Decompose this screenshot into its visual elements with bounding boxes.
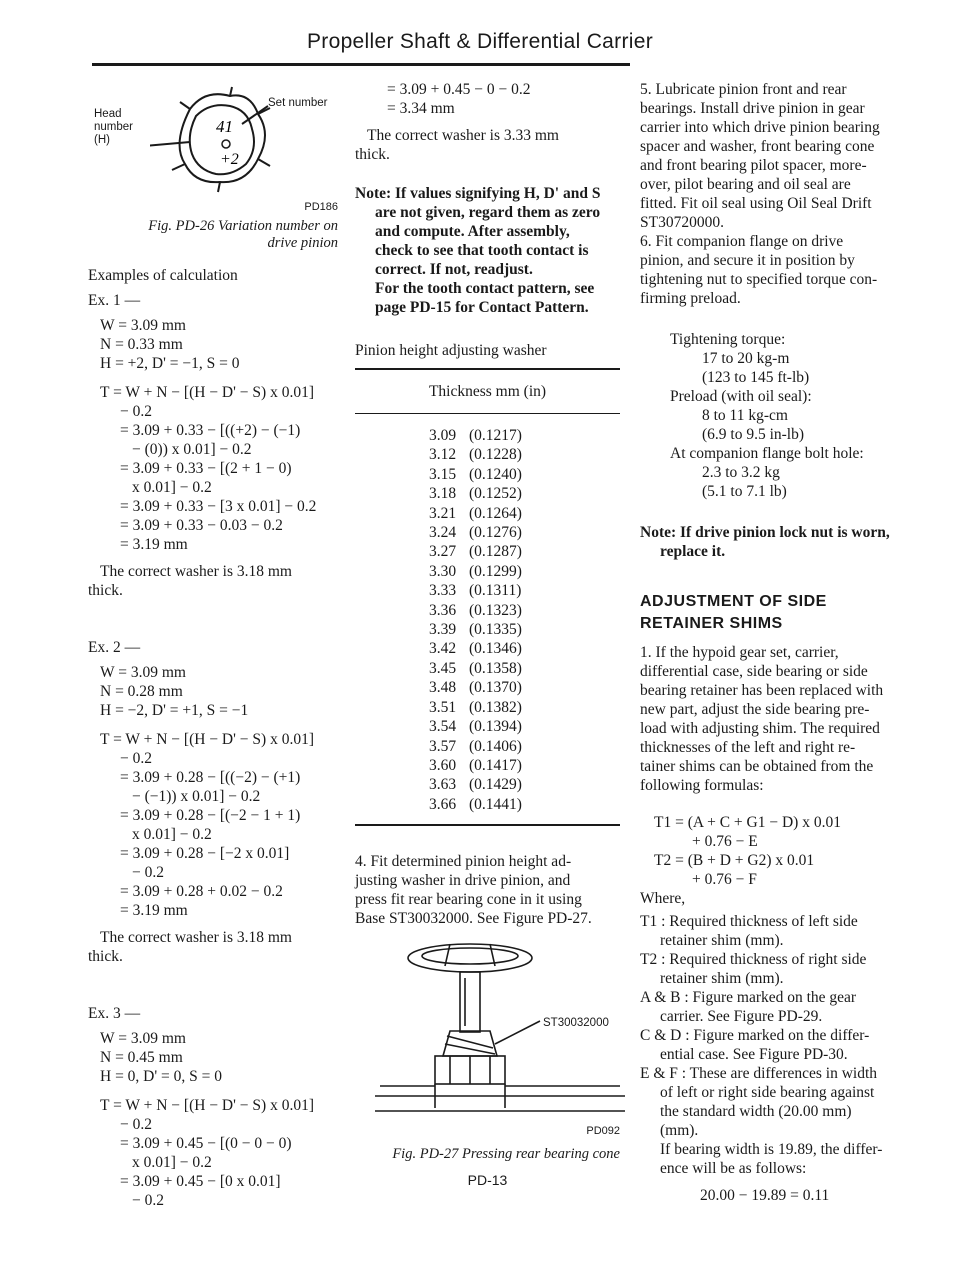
value-w: W = 3.09 mm: [100, 664, 186, 681]
def-line: carrier. See Figure PD-29.: [660, 1008, 823, 1025]
step-line: tainer shims can be obtained from the: [640, 758, 874, 775]
page-number: PD-13: [467, 1172, 508, 1189]
table-row: [355, 581, 620, 600]
caption-line: drive pinion: [267, 235, 338, 251]
value-h: H = −2, D' = +1, S = −1: [100, 702, 249, 719]
note-line: replace it.: [660, 543, 726, 560]
calc-line: = 3.09 + 0.33 − [3 x 0.01] − 0.2: [120, 498, 317, 515]
example-1-calc: [88, 383, 338, 554]
calc-line: T = W + N − [(H − D' − S) x 0.01]: [100, 731, 314, 748]
thickness-in: (0.1228): [469, 446, 522, 464]
calc-line: = 3.09 + 0.28 − [(−2 − 1 + 1): [120, 807, 301, 824]
section-heading: [640, 591, 925, 635]
example-3-title: Ex. 3 —: [88, 1005, 141, 1022]
example-3-result: The correct washer is 3.33 mm: [367, 127, 559, 144]
calc-line: = 3.09 + 0.33 − [((+2) − (−1): [120, 422, 301, 439]
step-line: thicknesses of the left and right re-: [640, 739, 856, 756]
thickness-mm: 3.39: [429, 621, 457, 639]
def-line: retainer shim (mm).: [660, 970, 784, 987]
def-line: the standard width (20.00 mm): [660, 1103, 852, 1120]
step-line: press fit rear bearing cone in it using: [355, 891, 582, 909]
spec-value: (123 to 145 ft-lb): [702, 369, 810, 386]
calc-line: − (0)) x 0.01] − 0.2: [132, 441, 252, 458]
table-header: Thickness mm (in): [428, 383, 547, 400]
figure-pd27: [355, 936, 620, 1146]
step-line: load with adjusting shim. The required: [640, 720, 880, 737]
calc-line: = 3.09 + 0.45 − [(0 − 0 − 0): [120, 1135, 292, 1152]
marking-41: 41: [216, 117, 233, 136]
note-line: Note: If drive pinion lock nut is worn,: [640, 524, 890, 541]
table-row: [355, 775, 620, 794]
column-middle: [355, 80, 620, 1190]
spec-title: Preload (with oil seal):: [670, 388, 812, 405]
table-row: [355, 698, 620, 717]
thickness-mm: 3.30: [429, 562, 457, 580]
thickness-mm: 3.27: [429, 543, 457, 561]
step-6: [640, 232, 925, 308]
step-line: following formulas:: [640, 777, 764, 794]
step-line: bearings. Install drive pinion in gear: [640, 100, 865, 117]
def-line: 20.00 − 19.89 = 0.11: [700, 1187, 830, 1204]
example-3-values: [88, 1029, 338, 1086]
thickness-in: (0.1264): [469, 504, 522, 522]
table-row: [355, 465, 620, 484]
table-row: [355, 717, 620, 736]
table-top-rule: [355, 368, 620, 370]
step-line: spacer and washer, front bearing cone: [640, 138, 875, 155]
marking-plus2: +2: [220, 151, 239, 168]
calc-line: = 3.19 mm: [120, 536, 188, 553]
table-row: [355, 756, 620, 775]
step-1: [640, 643, 925, 795]
thickness-in: (0.1346): [469, 640, 522, 658]
def-line: If bearing width is 19.89, the differ-: [660, 1141, 883, 1158]
figure-pd26: [88, 80, 338, 251]
step-line: 6. Fit companion flange on drive: [640, 233, 844, 250]
calc-line: = 3.19 mm: [120, 902, 188, 919]
example-1-values: [88, 316, 338, 373]
spec-title: At companion flange bolt hole:: [670, 445, 864, 462]
example-3-calc-cont: [355, 80, 620, 118]
calc-line: x 0.01] − 0.2: [132, 826, 212, 843]
column-right: [640, 80, 925, 1205]
figure-caption: Fig. PD-27 Pressing rear bearing cone: [392, 1146, 620, 1163]
formula-line: + 0.76 − E: [692, 833, 758, 850]
header-rule: [92, 63, 630, 66]
note-line: For the tooth contact pattern, see: [375, 280, 595, 297]
press-tool-drawing: [375, 936, 625, 1136]
step-line: ST30720000.: [640, 214, 724, 231]
where-label: Where,: [640, 890, 686, 907]
calc-line: = 3.09 + 0.33 − 0.03 − 0.2: [120, 517, 283, 534]
step-line: bearing retainer has been replaced with: [640, 682, 884, 699]
table-row: [355, 639, 620, 658]
def-line: ential case. See Figure PD-30.: [660, 1046, 848, 1063]
note-lock-nut: [640, 523, 925, 561]
drive-pinion-head-drawing: [150, 84, 290, 194]
table-title: Pinion height adjusting washer: [355, 342, 547, 359]
table-row: [355, 737, 620, 756]
step-line: new part, adjust the side bearing pre-: [640, 701, 870, 718]
note-line: page PD-15 for Contact Pattern.: [375, 299, 589, 316]
step-line: fitted. Fit oil seal using Oil Seal Drift: [640, 195, 872, 212]
step-5: [640, 80, 925, 232]
example-2-title: Ex. 2 —: [88, 639, 141, 656]
figure-code: PD092: [586, 1125, 620, 1138]
thickness-in: (0.1323): [469, 601, 522, 619]
table-row: [355, 484, 620, 503]
torque-specs: [640, 330, 925, 501]
calc-line: − 0.2: [120, 1116, 152, 1133]
value-n: N = 0.45 mm: [100, 1049, 183, 1066]
table-row: [355, 601, 620, 620]
thickness-mm: 3.45: [429, 659, 457, 677]
thickness-mm: 3.54: [429, 718, 457, 736]
calc-line: − 0.2: [132, 1192, 164, 1209]
thickness-mm: 3.57: [429, 737, 457, 755]
table-row: [355, 542, 620, 561]
value-n: N = 0.33 mm: [100, 336, 183, 353]
table-row: [355, 504, 620, 523]
heading-line: RETAINER SHIMS: [640, 615, 783, 632]
calc-line: − 0.2: [120, 403, 152, 420]
note-line: and compute. After assembly,: [375, 223, 570, 240]
thickness-in: (0.1299): [469, 562, 522, 580]
thickness-in: (0.1370): [469, 679, 522, 697]
spec-value: (5.1 to 7.1 lb): [702, 483, 787, 500]
formula-line: + 0.76 − F: [692, 871, 757, 888]
calc-line: = 3.09 + 0.33 − [(2 + 1 − 0): [120, 460, 292, 477]
tool-label: ST30032000: [543, 1017, 609, 1030]
value-w: W = 3.09 mm: [100, 317, 186, 334]
example-2-calc: [88, 730, 338, 920]
step-line: justing washer in drive pinion, and: [355, 872, 571, 890]
example-1-title: Ex. 1 —: [88, 292, 141, 309]
thickness-in: (0.1429): [469, 776, 522, 794]
step-line: 4. Fit determined pinion height ad-: [355, 853, 572, 871]
note-line: correct. If not, readjust.: [375, 261, 533, 278]
caption-line: Fig. PD-26 Variation number on: [148, 218, 338, 234]
def-line: E & F : These are differences in width: [640, 1065, 878, 1082]
table-row: [355, 659, 620, 678]
def-line: retainer shim (mm).: [660, 932, 784, 949]
washer-table: [355, 426, 620, 814]
value-h: H = +2, D' = −1, S = 0: [100, 355, 240, 372]
thickness-mm: 3.51: [429, 698, 457, 716]
table-row: [355, 426, 620, 445]
thickness-mm: 3.15: [429, 465, 457, 483]
step-line: Base ST30032000. See Figure PD-27.: [355, 910, 592, 928]
thickness-in: (0.1406): [469, 737, 522, 755]
table-row: [355, 562, 620, 581]
thickness-mm: 3.24: [429, 524, 457, 542]
step-line: carrier into which drive pinion bearing: [640, 119, 880, 136]
thickness-in: (0.1240): [469, 465, 522, 483]
thickness-in: (0.1287): [469, 543, 522, 561]
table-row: [355, 795, 620, 814]
spec-value: 8 to 11 kg-cm: [702, 407, 788, 424]
examples-title: Examples of calculation: [88, 267, 238, 284]
spec-title: Tightening torque:: [670, 331, 786, 348]
step-line: pinion, and secure it in position by: [640, 252, 855, 269]
thickness-in: (0.1252): [469, 485, 522, 503]
note-values: [355, 184, 620, 317]
step-line: 1. If the hypoid gear set, carrier,: [640, 644, 839, 661]
def-line: A & B : Figure marked on the gear: [640, 989, 857, 1006]
formulas: [640, 813, 925, 889]
example-2-result: The correct washer is 3.18 mm: [100, 929, 292, 946]
def-line: of left or right side bearing against: [660, 1084, 875, 1101]
thickness-mm: 3.48: [429, 679, 457, 697]
step-line: over, pilot bearing and oil seal are: [640, 176, 851, 193]
heading-line: ADJUSTMENT OF SIDE: [640, 593, 827, 610]
thickness-mm: 3.33: [429, 582, 457, 600]
table-header-rule: [355, 413, 620, 414]
spec-value: 2.3 to 3.2 kg: [702, 464, 780, 481]
thickness-in: (0.1358): [469, 659, 522, 677]
example-3-result-cont: thick.: [355, 146, 390, 163]
calc-line: = 3.09 + 0.28 + 0.02 − 0.2: [120, 883, 283, 900]
calc-line: T = W + N − [(H − D' − S) x 0.01]: [100, 1097, 314, 1114]
thickness-in: (0.1417): [469, 756, 522, 774]
figure-caption: [88, 218, 338, 252]
head-number-label: [94, 108, 133, 147]
def-line: T1 : Required thickness of left side: [640, 913, 858, 930]
thickness-mm: 3.12: [429, 446, 457, 464]
thickness-in: (0.1311): [469, 582, 522, 600]
label-line: number: [94, 121, 133, 133]
example-1-result: The correct washer is 3.18 mm: [100, 563, 292, 580]
calc-line: x 0.01] − 0.2: [132, 479, 212, 496]
thickness-in: (0.1335): [469, 621, 522, 639]
calc-line: = 3.09 + 0.28 − [−2 x 0.01]: [120, 845, 290, 862]
step-line: differential case, side bearing or side: [640, 663, 868, 680]
table-row: [355, 445, 620, 464]
calc-line: = 3.09 + 0.45 − 0 − 0.2: [387, 81, 531, 98]
example-3-calc: [88, 1096, 338, 1210]
thickness-mm: 3.18: [429, 485, 457, 503]
step-line: tightening nut to specified torque con-: [640, 271, 878, 288]
calc-line: = 3.34 mm: [387, 100, 455, 117]
thickness-in: (0.1394): [469, 718, 522, 736]
spec-value: (6.9 to 9.5 in-lb): [702, 426, 805, 443]
table-row: [355, 678, 620, 697]
def-line: ence will be as follows:: [660, 1160, 807, 1177]
label-line: Head: [94, 108, 122, 120]
thickness-mm: 3.36: [429, 601, 457, 619]
thickness-mm: 3.60: [429, 756, 457, 774]
value-n: N = 0.28 mm: [100, 683, 183, 700]
page-header: Propeller Shaft & Differential Carrier: [307, 30, 653, 53]
calc-line: T = W + N − [(H − D' − S) x 0.01]: [100, 384, 314, 401]
thickness-in: (0.1276): [469, 524, 522, 542]
example-1-result-cont: thick.: [88, 582, 123, 599]
table-row: [355, 620, 620, 639]
definitions: [640, 912, 925, 1205]
thickness-mm: 3.63: [429, 776, 457, 794]
calc-line: = 3.09 + 0.45 − [0 x 0.01]: [120, 1173, 281, 1190]
calc-line: − 0.2: [120, 750, 152, 767]
calc-line: x 0.01] − 0.2: [132, 1154, 212, 1171]
example-2-values: [88, 663, 338, 720]
calc-line: − 0.2: [132, 864, 164, 881]
def-line: T2 : Required thickness of right side: [640, 951, 867, 968]
thickness-mm: 3.09: [429, 427, 457, 444]
calc-line: − (−1)) x 0.01] − 0.2: [132, 788, 261, 805]
step-line: and front bearing pilot spacer, more-: [640, 157, 867, 174]
label-line: (H): [94, 134, 110, 146]
set-number-label: Set number: [268, 97, 328, 109]
thickness-mm: 3.21: [429, 504, 457, 522]
spec-value: 17 to 20 kg-m: [702, 350, 790, 367]
thickness-in: (0.1441): [469, 795, 522, 813]
def-line: C & D : Figure marked on the differ-: [640, 1027, 870, 1044]
column-left: [88, 80, 338, 1210]
figure-code: PD186: [304, 201, 338, 213]
formula-line: T2 = (B + D + G2) x 0.01: [654, 852, 815, 869]
note-line: Note: If values signifying H, D' and S: [355, 185, 601, 202]
step-line: 5. Lubricate pinion front and rear: [640, 81, 847, 98]
note-line: check to see that tooth contact is: [375, 242, 589, 259]
example-2-result-cont: thick.: [88, 948, 123, 965]
value-h: H = 0, D' = 0, S = 0: [100, 1068, 223, 1085]
thickness-in: (0.1382): [469, 698, 522, 716]
table-bottom-rule: [355, 824, 620, 826]
value-w: W = 3.09 mm: [100, 1030, 186, 1047]
calc-line: = 3.09 + 0.28 − [((−2) − (+1): [120, 769, 301, 786]
thickness-mm: 3.42: [429, 640, 457, 658]
table-row: [355, 523, 620, 542]
step-line: firming preload.: [640, 290, 741, 307]
thickness-mm: 3.66: [429, 795, 457, 813]
note-line: are not given, regard them as zero: [375, 204, 601, 221]
formula-line: T1 = (A + C + G1 − D) x 0.01: [654, 814, 841, 831]
def-line: (mm).: [660, 1122, 699, 1139]
thickness-in: (0.1217): [469, 427, 522, 444]
step-4: [355, 852, 620, 928]
